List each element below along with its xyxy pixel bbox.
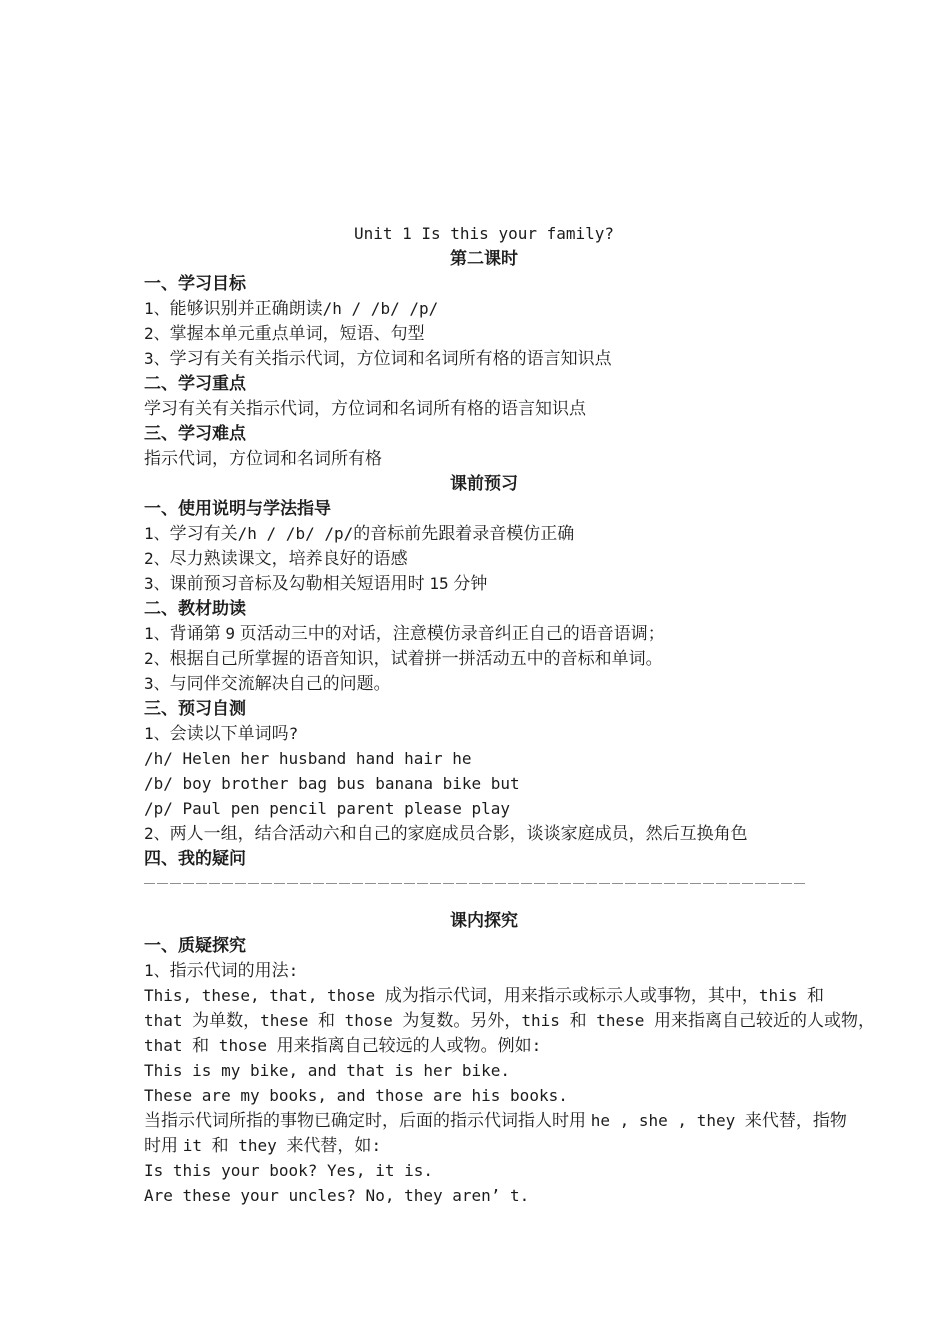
demonstratives-para-line2-seg-3: 和: [317, 1011, 335, 1030]
reading-3-seg-0: 3、: [144, 674, 170, 693]
example-book-qa: [144, 1158, 824, 1183]
answer-blank-line: [144, 883, 824, 908]
unit-title: [144, 221, 824, 246]
goal-2: [144, 321, 824, 346]
demonstratives-para-line3-seg-0: that: [144, 1036, 193, 1055]
demonstratives-para-line2-seg-9: 用来指离自己较近的人或物，: [654, 1011, 876, 1030]
reading-2: [144, 646, 824, 671]
replacement-rule-line2-seg-0: 时用: [144, 1136, 183, 1155]
goal-3: [144, 346, 824, 371]
words-p-seg-0: /p/ Paul pen pencil parent please play: [144, 799, 511, 818]
replacement-rule-line2-seg-4: 来代替，如: [286, 1136, 372, 1155]
words-p: [144, 796, 824, 821]
usage-3-seg-1: 课前预习音标及勾勒相关短语用时: [169, 574, 430, 593]
example-uncles-qa: [144, 1183, 824, 1208]
goal-3-seg-0: 3、: [144, 349, 170, 368]
lesson-number-seg-0: 第二课时: [450, 249, 518, 268]
demonstratives-para-line2-seg-1: 为单数，: [192, 1011, 261, 1030]
goal-1-seg-1: 能够识别并正确朗读: [169, 299, 323, 318]
section-key-points-seg-0: 二、学习重点: [144, 374, 246, 393]
section-difficult-points: [144, 421, 824, 446]
replacement-rule-line1: [144, 1108, 847, 1133]
test-1: [144, 721, 824, 746]
usage-1-seg-3: 的音标前先跟着录音模仿正确: [353, 524, 575, 543]
words-b: [144, 771, 824, 796]
preclass-preview-title: [144, 471, 824, 496]
section-my-questions-seg-0: 四、我的疑问: [144, 849, 246, 868]
demonstratives-para-line1: [144, 983, 824, 1008]
reading-1: [144, 621, 824, 646]
section-learning-goals-seg-0: 一、学习目标: [144, 274, 246, 293]
usage-2-seg-1: 尽力熟读课文，培养良好的语感: [169, 549, 408, 568]
test-1-seg-2: ?: [288, 724, 299, 743]
test-1-seg-1: 会读以下单词吗: [169, 724, 289, 743]
divider-line: [144, 883, 806, 884]
reading-3: [144, 671, 824, 696]
demonstratives-para-line3-seg-1: 和: [192, 1036, 210, 1055]
reading-2-seg-1: 根据自己所掌握的语音知识，试着拼一拼活动五中的音标和单词。: [169, 649, 663, 668]
demonstratives-para-line2-seg-6: this: [521, 1011, 570, 1030]
example-books: [144, 1083, 824, 1108]
test-2-seg-1: 两人一组，结合活动六和自己的家庭成员合影，谈谈家庭成员，然后互换角色: [169, 824, 748, 843]
example-bike-seg-0: This is my bike, and that is her bike.: [144, 1061, 511, 1080]
example-uncles-qa-seg-0: Are these your uncles? No, they aren’ t.: [144, 1186, 530, 1205]
replacement-rule-line2-seg-2: 和: [211, 1136, 229, 1155]
usage-3-seg-3: 分钟: [448, 574, 488, 593]
usage-1-seg-2: /h / /b/ /p/: [237, 524, 354, 543]
key-points-text-seg-0: 学习有关有关指示代词，方位词和名词所有格的语言知识点: [144, 399, 586, 418]
usage-of-demonstratives: [144, 958, 824, 983]
words-b-seg-0: /b/ boy brother bag bus banana bike but: [144, 774, 520, 793]
section-textbook-reading-seg-0: 二、教材助读: [144, 599, 246, 618]
section-learning-goals: [144, 271, 824, 296]
replacement-rule-line2-seg-1: it: [182, 1136, 212, 1155]
preclass-preview-title-seg-0: 课前预习: [450, 474, 518, 493]
usage-of-demonstratives-seg-1: 指示代词的用法: [169, 961, 289, 980]
reading-1-seg-2: 9: [225, 624, 236, 643]
replacement-rule-line1-seg-1: he , she , they: [590, 1111, 745, 1130]
test-1-seg-0: 1、: [144, 724, 170, 743]
usage-2-seg-0: 2、: [144, 549, 170, 568]
demonstratives-para-line2-seg-7: 和: [569, 1011, 587, 1030]
lesson-number: [144, 246, 824, 271]
usage-3-seg-0: 3、: [144, 574, 170, 593]
section-usage-guide-seg-0: 一、使用说明与学法指导: [144, 499, 331, 518]
demonstratives-para-line2-seg-5: 为复数。另外，: [402, 1011, 522, 1030]
demonstratives-para-line1-seg-2: this: [758, 986, 807, 1005]
replacement-rule-line2: [144, 1133, 824, 1158]
difficult-points-text-seg-0: 指示代词，方位词和名词所有格: [144, 449, 382, 468]
demonstratives-para-line2-seg-4: those: [334, 1011, 403, 1030]
reading-1-seg-3: 页活动三中的对话，注意模仿录音纠正自己的语音语调；: [235, 624, 665, 643]
usage-of-demonstratives-seg-2: :: [288, 961, 299, 980]
reading-2-seg-0: 2、: [144, 649, 170, 668]
usage-2: [144, 546, 824, 571]
section-question-exploration: [144, 933, 824, 958]
goal-3-seg-1: 学习有关有关指示代词，方位词和名词所有格的语言知识点: [169, 349, 612, 368]
replacement-rule-line2-seg-5: :: [371, 1136, 382, 1155]
demonstratives-para-line3: [144, 1033, 824, 1058]
section-textbook-reading: [144, 596, 824, 621]
section-question-exploration-seg-0: 一、质疑探究: [144, 936, 246, 955]
section-usage-guide: [144, 496, 824, 521]
difficult-points-text: [144, 446, 824, 471]
demonstratives-para-line2-seg-8: these: [586, 1011, 655, 1030]
inclass-exploration-title-seg-0: 课内探究: [450, 911, 518, 930]
section-preview-test: [144, 696, 824, 721]
usage-3: [144, 571, 824, 596]
usage-1-seg-1: 学习有关: [169, 524, 238, 543]
reading-1-seg-1: 背诵第: [169, 624, 226, 643]
goal-1-seg-2: /h / /b/ /p/: [322, 299, 439, 318]
demonstratives-para-line2-seg-2: these: [260, 1011, 318, 1030]
words-h-seg-0: /h/ Helen her husband hand hair he: [144, 749, 472, 768]
replacement-rule-line2-seg-3: they: [228, 1136, 287, 1155]
usage-1: [144, 521, 824, 546]
section-my-questions: [144, 846, 824, 871]
goal-1: [144, 296, 824, 321]
usage-3-seg-2: 15: [429, 574, 449, 593]
example-bike: [144, 1058, 824, 1083]
section-preview-test-seg-0: 三、预习自测: [144, 699, 246, 718]
test-2: [144, 821, 824, 846]
usage-1-seg-0: 1、: [144, 524, 170, 543]
test-2-seg-0: 2、: [144, 824, 170, 843]
demonstratives-para-line3-seg-4: :: [531, 1036, 542, 1055]
demonstratives-para-line1-seg-1: 成为指示代词，用来指示或标示人或事物，其中，: [384, 986, 759, 1005]
demonstratives-para-line3-seg-3: 用来指离自己较远的人或物。例如: [276, 1036, 532, 1055]
inclass-exploration-title: [144, 908, 824, 933]
section-key-points: [144, 371, 824, 396]
words-h: [144, 746, 824, 771]
key-points-text: [144, 396, 824, 421]
demonstratives-para-line1-seg-0: This, these, that, those: [144, 986, 385, 1005]
goal-2-seg-1: 掌握本单元重点单词，短语、句型: [169, 324, 425, 343]
example-books-seg-0: These are my books, and those are his books.: [144, 1086, 568, 1105]
usage-of-demonstratives-seg-0: 1、: [144, 961, 170, 980]
demonstratives-para-line2: [144, 1008, 876, 1033]
replacement-rule-line1-seg-2: 来代替，指物: [744, 1111, 847, 1130]
reading-3-seg-1: 与同伴交流解决自己的问题。: [169, 674, 391, 693]
example-book-qa-seg-0: Is this your book? Yes, it is.: [144, 1161, 433, 1180]
demonstratives-para-line2-seg-0: that: [144, 1011, 193, 1030]
reading-1-seg-0: 1、: [144, 624, 170, 643]
section-difficult-points-seg-0: 三、学习难点: [144, 424, 246, 443]
demonstratives-para-line1-seg-3: 和: [807, 986, 824, 1005]
replacement-rule-line1-seg-0: 当指示代词所指的事物已确定时，后面的指示代词指人时用: [144, 1111, 591, 1130]
goal-2-seg-0: 2、: [144, 324, 170, 343]
goal-1-seg-0: 1、: [144, 299, 170, 318]
demonstratives-para-line3-seg-2: those: [209, 1036, 277, 1055]
unit-title-seg-0: Unit 1 Is this your family?: [353, 224, 615, 243]
document-content: [144, 221, 876, 1208]
